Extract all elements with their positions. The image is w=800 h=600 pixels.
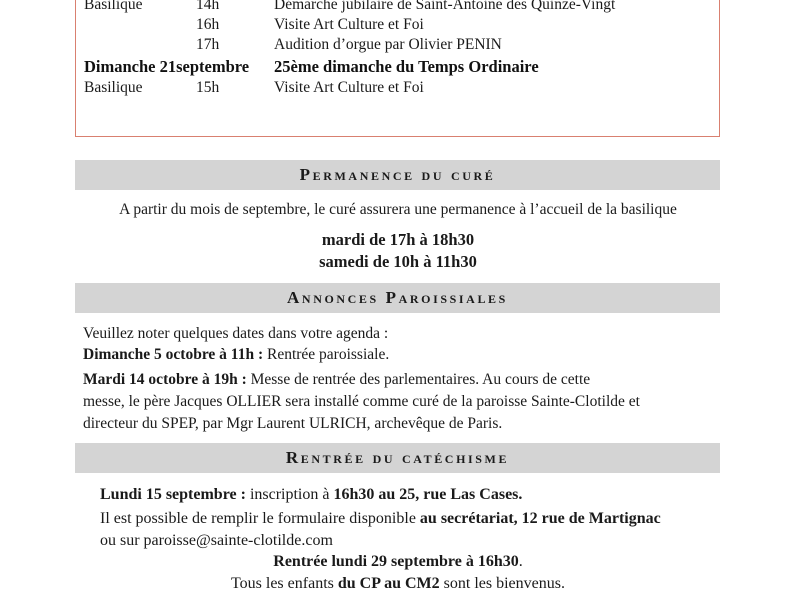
agenda-day-title: Dimanche 21septembre 25ème dimanche du Temps Ordinaire <box>84 56 539 76</box>
agenda-row: Basilique 15h Visite Art Culture et Foi <box>84 78 424 96</box>
catechisme-line-2-text: Il est possible de remplir le formulaire disponible <box>100 510 420 527</box>
annonces-item-2-text: Messe de rentrée des parlementaires. Au cours de cette <box>246 371 591 388</box>
agenda-row: Basilique 14h Démarche jubilaire de Saint-Antoine des Quinze-Vingt <box>84 0 616 14</box>
document-sheet <box>28 0 772 600</box>
catechisme-rentree-date: Rentrée lundi 29 septembre à 16h30 <box>273 553 519 570</box>
agenda-row: 16h Visite Art Culture et Foi <box>196 16 424 34</box>
permanence-hours-mardi: mardi de 17h à 18h30 <box>321 230 475 249</box>
section-heading-annonces: Annonces Paroissiales <box>75 283 720 313</box>
catechisme-email-line: ou sur paroisse@sainte-clotilde.com <box>100 532 333 549</box>
section-heading-catechisme: Rentrée du catéchisme <box>75 443 720 473</box>
catechisme-line-5-b: sont les bienvenus. <box>439 575 565 592</box>
permanence-intro: A partir du mois de septembre, le curé assurera une permanence à l’accueil de la basilique <box>119 201 677 218</box>
annonces-item-2-line2: messe, le père Jacques OLLIER sera installé comme curé de la paroisse Sainte-Clotilde et <box>83 393 640 410</box>
catechisme-address: 16h30 au 25, rue Las Cases. <box>333 486 523 503</box>
catechisme-line-5-a: Tous les enfants <box>231 575 338 592</box>
annonces-item-2-date: Mardi 14 octobre à 19h : <box>83 371 247 388</box>
annonces-item-1-text: Rentrée paroissiale. <box>263 346 390 363</box>
annonces-intro: Veuillez noter quelques dates dans votre agenda : <box>83 325 389 342</box>
catechisme-secretariat: au secrétariat, 12 rue de Martignac <box>419 510 661 527</box>
catechisme-line-5 <box>68 573 728 594</box>
agenda-box <box>75 0 720 137</box>
annonces-item-1-date: Dimanche 5 octobre à 11h : <box>83 346 264 363</box>
section-heading-permanence: Permanence du curé <box>75 160 720 190</box>
catechisme-line-4 <box>68 551 728 572</box>
catechisme-classes: du CP au CM2 <box>337 575 440 592</box>
annonces-item-2 <box>83 370 773 391</box>
catechisme-line-1-mid: inscription à <box>245 486 334 503</box>
catechisme-date: Lundi 15 septembre : <box>100 486 246 503</box>
annonces-item-2-line3: directeur du SPEP, par Mgr Laurent ULRICH, archevêque de Paris. <box>83 415 503 432</box>
catechisme-line-4-rest: . <box>518 553 523 570</box>
catechisme-line-2 <box>100 508 790 529</box>
permanence-hours-samedi: samedi de 10h à 11h30 <box>319 252 477 271</box>
annonces-item-1 <box>83 345 763 366</box>
agenda-list <box>84 0 713 98</box>
catechisme-line-1 <box>100 484 780 505</box>
agenda-row: 17h Audition d’orgue par Olivier PENIN <box>196 36 502 54</box>
